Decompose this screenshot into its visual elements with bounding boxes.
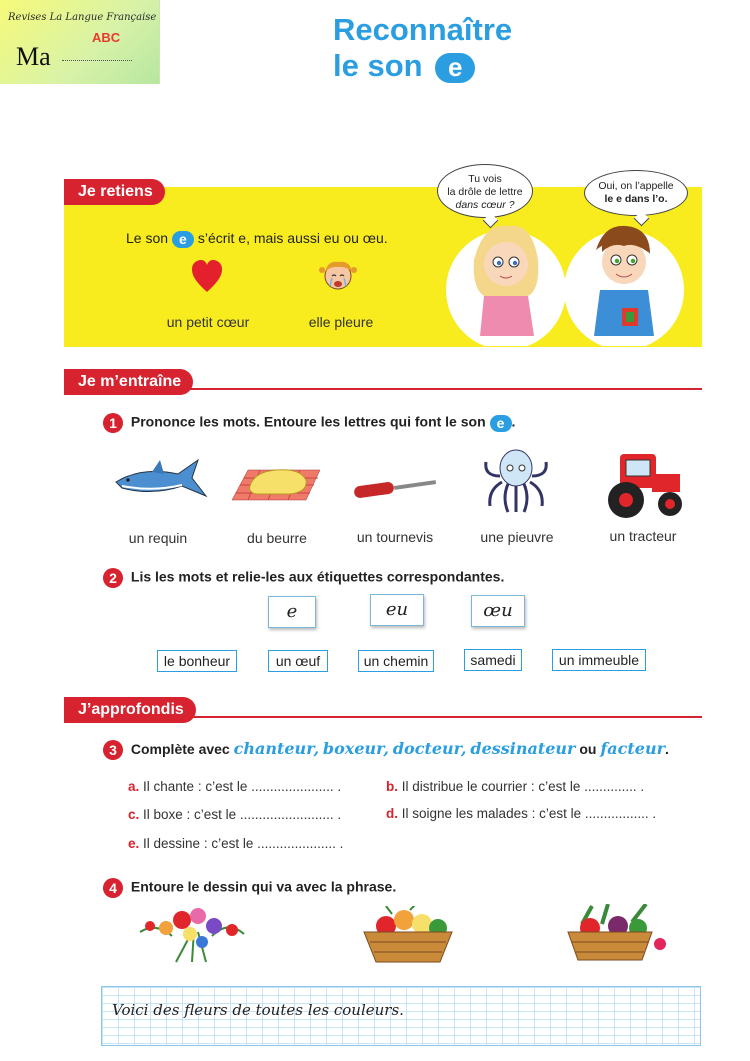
fruit-basket-image[interactable]	[356, 906, 460, 964]
exercise-a	[128, 779, 341, 794]
exercise-c-text: Il boxe : c’est le ......................... .	[143, 807, 342, 822]
section-header-retiens: Je retiens	[64, 179, 165, 205]
octopus-icon	[482, 446, 550, 516]
word-boxeur: boxeur,	[322, 739, 389, 758]
screwdriver-icon	[350, 474, 440, 502]
kids-illustration	[444, 200, 700, 346]
exercise-e-letter: e.	[128, 836, 140, 851]
word-oeuf[interactable]: un œuf	[268, 650, 328, 672]
bubble-boy-line-2: le e dans l’o.	[604, 193, 668, 205]
word-dessinateur: dessinateur	[470, 739, 576, 758]
sound-badge: e	[435, 53, 475, 83]
exercise-a-text: Il chante : c’est le ...................... .	[143, 779, 342, 794]
tractor-icon	[602, 444, 686, 520]
bubble-girl-line-3: dans cœur ?	[455, 199, 515, 211]
question-1-sound-badge: e	[490, 415, 512, 432]
exercise-b	[386, 779, 644, 794]
word-immeuble[interactable]: un immeuble	[552, 649, 646, 671]
question-2-number: 2	[103, 568, 123, 588]
title-line-1: Reconnaître	[333, 12, 513, 47]
rule-after: s’écrit e, mais aussi eu ou œu.	[197, 230, 388, 246]
handwriting-sentence-box	[101, 986, 701, 1046]
site-logo	[0, 0, 160, 84]
question-3-number: 3	[103, 740, 123, 760]
word-ou: ou	[579, 741, 597, 757]
item-beurre: du beurre	[247, 530, 307, 546]
word-docteur: docteur,	[392, 739, 467, 758]
heart-icon	[192, 260, 222, 294]
item-tracteur: un tracteur	[609, 528, 677, 544]
speech-bubble-girl	[437, 164, 533, 218]
question-1-number: 1	[103, 413, 123, 433]
exercise-d-text: Il soigne les malades : c’est le ................. .	[401, 806, 657, 821]
exercise-c	[128, 807, 341, 822]
question-3-intro: Complète avec	[130, 741, 230, 757]
example-pleure: elle pleure	[308, 314, 374, 330]
flowers-bouquet-image[interactable]	[136, 902, 248, 964]
word-chemin[interactable]: un chemin	[358, 650, 434, 672]
question-3	[103, 739, 669, 760]
butter-icon	[230, 456, 324, 512]
section-header-approfondis: J’approfondis	[64, 697, 196, 723]
title-line-2-text: le son	[333, 48, 423, 83]
bubble-girl-line-1: Tu vois	[468, 173, 502, 185]
section-header-entraine: Je m’entraîne	[64, 369, 193, 395]
sentence-text: Voici des fleurs de toutes les couleurs.	[112, 1001, 404, 1019]
question-4	[103, 878, 396, 898]
crying-girl-icon	[318, 256, 358, 296]
item-tournevis: un tournevis	[356, 529, 434, 545]
bubble-boy-line-1: Oui, on l’appelle	[598, 180, 674, 192]
logo-abc: ABC	[92, 30, 121, 45]
rule-sound-badge: e	[172, 231, 194, 248]
word-samedi[interactable]: samedi	[464, 649, 522, 671]
question-4-number: 4	[103, 878, 123, 898]
logo-mark: Ma	[16, 42, 51, 71]
page-title	[333, 12, 512, 84]
word-chanteur: chanteur,	[233, 739, 320, 758]
question-3-end: .	[665, 741, 669, 757]
exercise-e	[128, 836, 343, 851]
question-2	[103, 568, 504, 588]
bubble-girl-line-2: la drôle de lettre	[447, 186, 523, 198]
question-1: 1 Prononce les mots. Entoure les lettres qui font le son e .	[103, 413, 515, 433]
exercise-b-letter: b.	[386, 779, 398, 794]
word-bonheur[interactable]: le bonheur	[157, 650, 237, 672]
logo-tagline: Revises La Langue Française	[8, 12, 157, 23]
exercise-d	[386, 806, 656, 821]
label-card-e[interactable]: e	[268, 596, 316, 628]
example-cœur: un petit cœur	[166, 314, 250, 330]
word-facteur: facteur	[600, 739, 665, 758]
item-pieuvre: une pieuvre	[480, 529, 554, 545]
vegetable-basket-image[interactable]	[562, 904, 670, 962]
speech-bubble-boy	[584, 170, 688, 216]
exercise-d-letter: d.	[386, 806, 398, 821]
exercise-b-text: Il distribue le courrier : c’est le .............. .	[401, 779, 645, 794]
exercise-e-text: Il dessine : c’est le ..................... .	[143, 836, 344, 851]
exercise-c-letter: c.	[128, 807, 140, 822]
label-card-oeu[interactable]: œu	[471, 595, 525, 627]
retiens-rule	[126, 230, 388, 248]
rule-before: Le son	[126, 230, 169, 246]
question-1-text: Prononce les mots. Entoure les lettres qui font le son	[130, 413, 486, 430]
exercise-a-letter: a.	[128, 779, 140, 794]
label-card-eu[interactable]: eu	[370, 594, 424, 626]
shark-icon	[112, 456, 208, 502]
question-4-text: Entoure le dessin qui va avec la phrase.	[130, 878, 397, 895]
item-requin: un requin	[128, 530, 188, 546]
title-line-2	[333, 48, 512, 84]
question-2-text: Lis les mots et relie-les aux étiquettes correspondantes.	[130, 568, 505, 585]
logo-line	[62, 60, 132, 61]
